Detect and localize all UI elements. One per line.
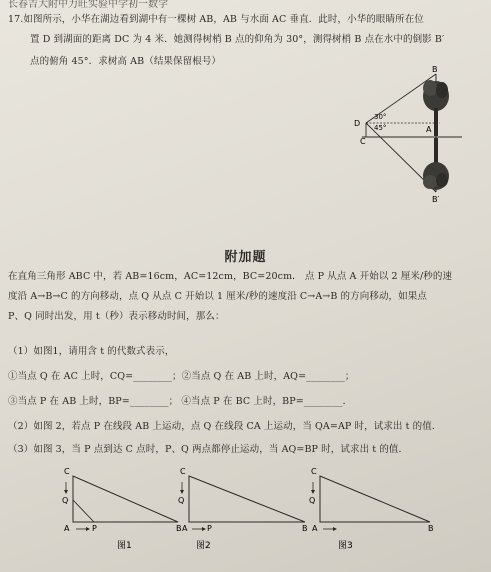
figure-3-label-a: A <box>312 524 318 533</box>
bonus-line-4: （1）如图1，请用含 t 的代数式表示， <box>8 346 175 357</box>
problem17-line-3: 点的俯角 45°．求树高 AB（结果保留根号） <box>30 56 222 67</box>
tree-reflection-figure <box>0 60 491 260</box>
label-c: C <box>360 137 366 146</box>
bonus-line-5: ①当点 Q 在 AC 上时，CQ=________；②当点 Q 在 AB 上时，AQ=________； <box>8 371 355 382</box>
figure-1-label-c: C <box>64 467 70 476</box>
figure-2 <box>178 467 308 551</box>
figure-2-label-p: P <box>207 524 212 533</box>
figure-1-label-b: B <box>176 524 182 533</box>
figure-2-caption: 图2 <box>196 541 211 551</box>
figure-1-label-a: A <box>64 524 70 533</box>
triangle-figures <box>0 462 491 572</box>
label-b: B <box>432 65 438 74</box>
figure-3-label-q: Q <box>309 496 316 505</box>
tree-reflection-icon <box>423 138 449 190</box>
label-d: D <box>354 119 361 128</box>
problem17-line-1: 17.如图所示，小华在湖边看到湖中有一棵树 AB，AB 与水面 AC 垂直．此时，小华的眼睛所在位 <box>8 14 424 25</box>
figure-2-label-q: Q <box>178 496 185 505</box>
page-header: 长春吉大附中力旺实验中学初一数学 <box>8 0 168 10</box>
problem17-line-2: 置 D 到湖面的距离 DC 为 4 米．她测得树梢 B 点的仰角为 30°，测得树梢 B 点在水中的倒影 B′ <box>30 34 445 45</box>
angle-30-label: 30° <box>374 113 387 121</box>
bonus-line-7: （2）如图 2，若点 P 在线段 AB 上运动，点 Q 在线段 CA 上运动，当 QA=AP 时，试求出 t 的值． <box>8 421 442 432</box>
figure-2-label-a: A <box>182 524 188 533</box>
figure-3-label-b: B <box>428 524 434 533</box>
figure-2-label-c: C <box>180 467 186 476</box>
bonus-line-6: ③当点 P 在 AB 上时，BP=________； ④当点 P 在 BC 上时，BP=________． <box>8 396 353 407</box>
figure-1 <box>62 467 185 551</box>
figure-1-triangle <box>73 476 178 522</box>
bonus-section-title: 附加题 <box>224 250 267 265</box>
figure-3 <box>309 467 434 551</box>
figure-1-segment-pq <box>73 500 94 522</box>
figure-2-label-b: B <box>302 524 308 533</box>
figure-1-label-p: P <box>92 524 97 533</box>
bonus-line-3: P、Q 同时出发，用 t（秒）表示移动时间，那么： <box>8 311 225 322</box>
figure-3-triangle <box>320 476 430 522</box>
label-a: A <box>426 125 432 134</box>
bonus-line-8: （3）如图 3，当 P 点到达 C 点时，P、Q 两点都停止运动，当 AQ=BP 时，试求出 t 的值． <box>8 444 409 455</box>
figure-3-caption: 图3 <box>338 541 353 551</box>
figure-1-label-q: Q <box>62 496 69 505</box>
figure-3-label-c: C <box>311 467 317 476</box>
label-b-prime: B′ <box>432 195 440 204</box>
figure-2-triangle <box>189 476 305 522</box>
figure-1-caption: 图1 <box>117 541 132 551</box>
bonus-line-1: 在直角三角形 ABC 中，若 AB=16cm，AC=12cm，BC=20cm． 点 P 从点 A 开始以 2 厘米/秒的速 <box>8 271 453 282</box>
bonus-line-2: 度沿 A→B→C 的方向移动，点 Q 从点 C 开始以 1 厘米/秒的速度沿 C→A→B 的方向移动，如果点 <box>8 291 427 302</box>
angle-45-label: 45° <box>374 124 387 132</box>
